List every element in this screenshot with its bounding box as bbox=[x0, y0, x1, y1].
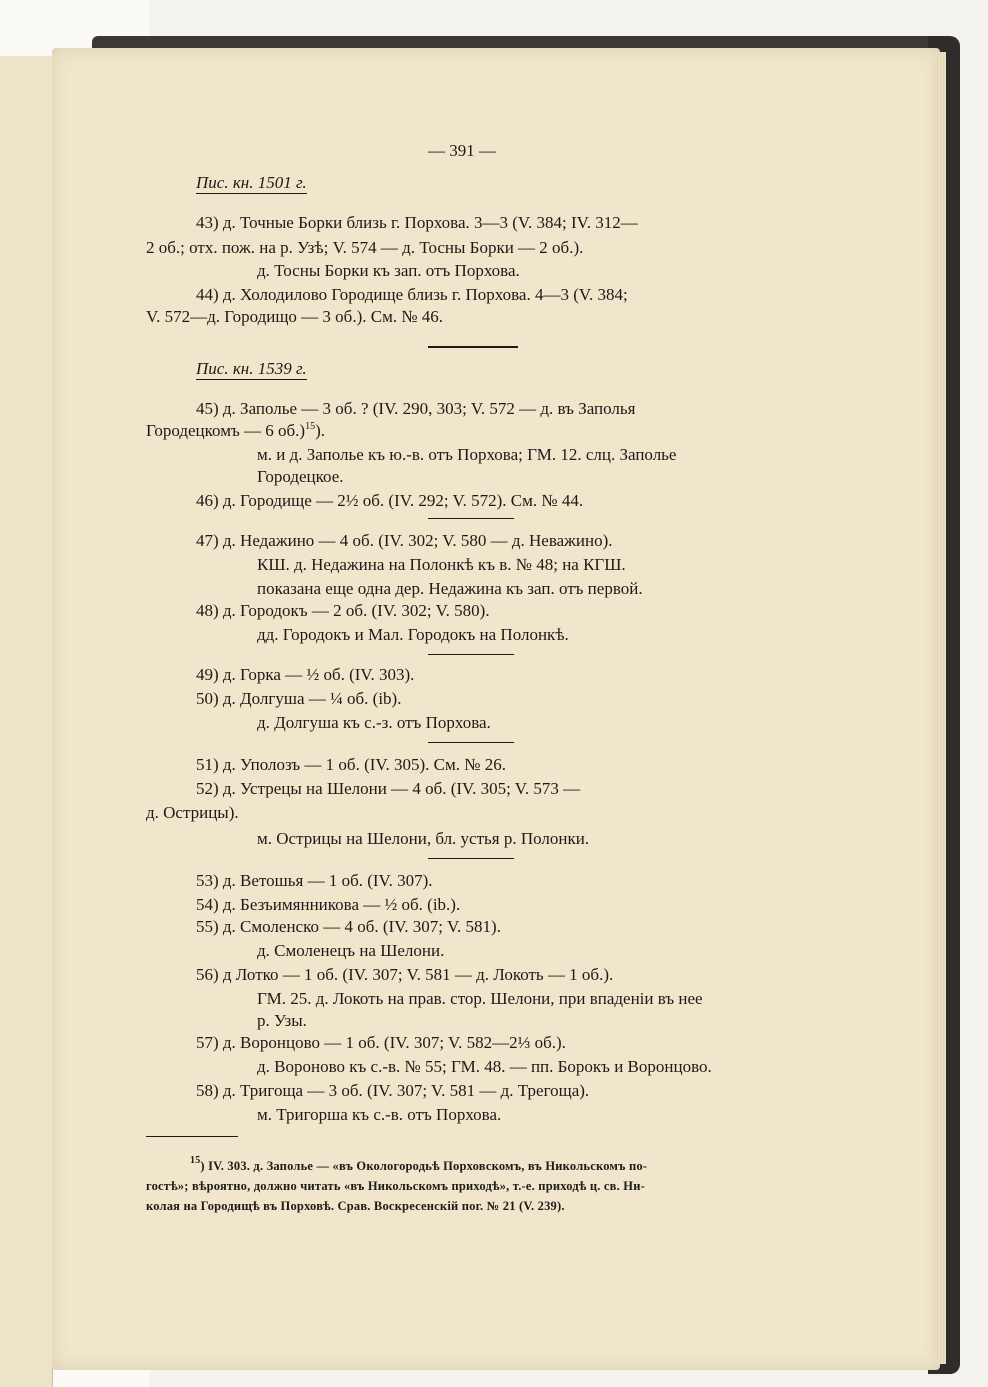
entry-divider bbox=[428, 742, 514, 743]
entry-48-line1: 48) д. Городокъ — 2 об. (IV. 302; V. 580). bbox=[196, 601, 490, 620]
section-heading-1539: Пис. кн. 1539 г. bbox=[196, 359, 307, 378]
entry-58-note: м. Тригорша къ с.-в. отъ Порхова. bbox=[257, 1105, 502, 1124]
entry-52-note: м. Острицы на Шелони, бл. устья р. Полонки. bbox=[257, 829, 590, 848]
entry-56-line1: 56) д Лотко — 1 об. (IV. 307; V. 581 — д. Локоть — 1 об.). bbox=[196, 965, 614, 984]
entry-54: 54) д. Безъимянникова — ½ об. (ib.). bbox=[196, 895, 461, 914]
entry-49: 49) д. Горка — ½ об. (IV. 303). bbox=[196, 665, 415, 684]
entry-44-line1: 44) д. Холодилово Городище близь г. Порхова. 4—3 (V. 384; bbox=[196, 285, 628, 304]
entry-47-note1: КШ. д. Недажина на Полонкѣ къ в. № 48; на КГШ. bbox=[257, 555, 626, 574]
footnote-line3: колая на Городищѣ въ Порховѣ. Срав. Воскресенскій пог. № 21 (V. 239). bbox=[146, 1199, 565, 1213]
entry-57-line1: 57) д. Воронцово — 1 об. (IV. 307; V. 582—2⅓ об.). bbox=[196, 1033, 566, 1052]
section-divider bbox=[428, 346, 518, 348]
entry-divider bbox=[428, 518, 514, 519]
footnote-line1 bbox=[190, 1155, 648, 1175]
entry-53: 53) д. Ветошья — 1 об. (IV. 307). bbox=[196, 871, 433, 890]
entry-50-note: д. Долгуша къ с.-з. отъ Порхова. bbox=[257, 713, 491, 732]
entry-51: 51) д. Уполозъ — 1 об. (IV. 305). См. № 26. bbox=[196, 755, 506, 774]
entry-44-line2: V. 572—д. Городищо — 3 об.). См. № 46. bbox=[146, 307, 444, 326]
footnote-line2: гостѣ»; вѣроятно, должно читать «въ Никольскомъ приходѣ», т.-е. приходѣ ц. св. Ни- bbox=[146, 1179, 645, 1193]
footnote-line1-text: ) IV. 303. д. Заполье — «въ Окологородьѣ Порховскомъ, въ Никольскомъ по- bbox=[200, 1159, 648, 1173]
entry-divider bbox=[428, 654, 514, 655]
entry-47-line1: 47) д. Недажино — 4 об. (IV. 302; V. 580 — д. Неважино). bbox=[196, 531, 613, 550]
entry-55-line1: 55) д. Смоленско — 4 об. (IV. 307; V. 581). bbox=[196, 917, 501, 936]
entry-52-line1: 52) д. Устрецы на Шелони — 4 об. (IV. 305; V. 573 — bbox=[196, 779, 581, 798]
page-number: — 391 — bbox=[428, 141, 496, 160]
entry-55-note: д. Смоленецъ на Шелони. bbox=[257, 941, 445, 960]
footnote-ref: 15 bbox=[305, 421, 316, 432]
entry-46: 46) д. Городище — 2½ об. (IV. 292; V. 572). См. № 44. bbox=[196, 491, 584, 510]
section-heading-1501: Пис. кн. 1501 г. bbox=[196, 173, 307, 192]
entry-45-note1: м. и д. Заполье къ ю.-в. отъ Порхова; ГМ. 12. слц. Заполье bbox=[257, 445, 677, 464]
entry-43-line2: 2 об.; отх. пож. на р. Узѣ; V. 574 — д. Тосны Борки — 2 об.). bbox=[146, 238, 584, 257]
entry-48-note: дд. Городокъ и Мал. Городокъ на Полонкѣ. bbox=[257, 625, 569, 644]
entry-45-note2: Городецкое. bbox=[257, 467, 344, 486]
entry-45-line2-end: ). bbox=[315, 421, 325, 440]
entry-45-line1: 45) д. Заполье — 3 об. ? (IV. 290, 303; V. 572 — д. въ Заполья bbox=[196, 399, 636, 418]
entry-47-note2: показана еще одна дер. Недажина къ зап. отъ первой. bbox=[257, 579, 643, 598]
entry-57-note: д. Вороново къ с.-в. № 55; ГМ. 48. — пп. Борокъ и Воронцово. bbox=[257, 1057, 712, 1076]
entry-43-line1: 43) д. Точные Борки близь г. Порхова. 3—3 (V. 384; IV. 312— bbox=[196, 213, 638, 232]
entry-43-note: д. Тосны Борки къ зап. отъ Порхова. bbox=[257, 261, 520, 280]
footnote-mark: 15 bbox=[190, 1155, 201, 1166]
entry-45-line2 bbox=[146, 420, 325, 441]
footnote-rule bbox=[146, 1136, 238, 1137]
entry-divider bbox=[428, 858, 514, 859]
entry-50-line1: 50) д. Долгуша — ¼ об. (ib). bbox=[196, 689, 402, 708]
entry-45-line2-text: Городецкомъ — 6 об.) bbox=[146, 421, 306, 440]
entry-56-note2: р. Узы. bbox=[257, 1011, 307, 1030]
entry-52-line2: д. Острицы). bbox=[146, 803, 239, 822]
entry-56-note1: ГМ. 25. д. Локоть на прав. стор. Шелони, при впаденіи въ нее bbox=[257, 989, 703, 1008]
entry-58-line1: 58) д. Тригоща — 3 об. (IV. 307; V. 581 — д. Трегоща). bbox=[196, 1081, 590, 1100]
